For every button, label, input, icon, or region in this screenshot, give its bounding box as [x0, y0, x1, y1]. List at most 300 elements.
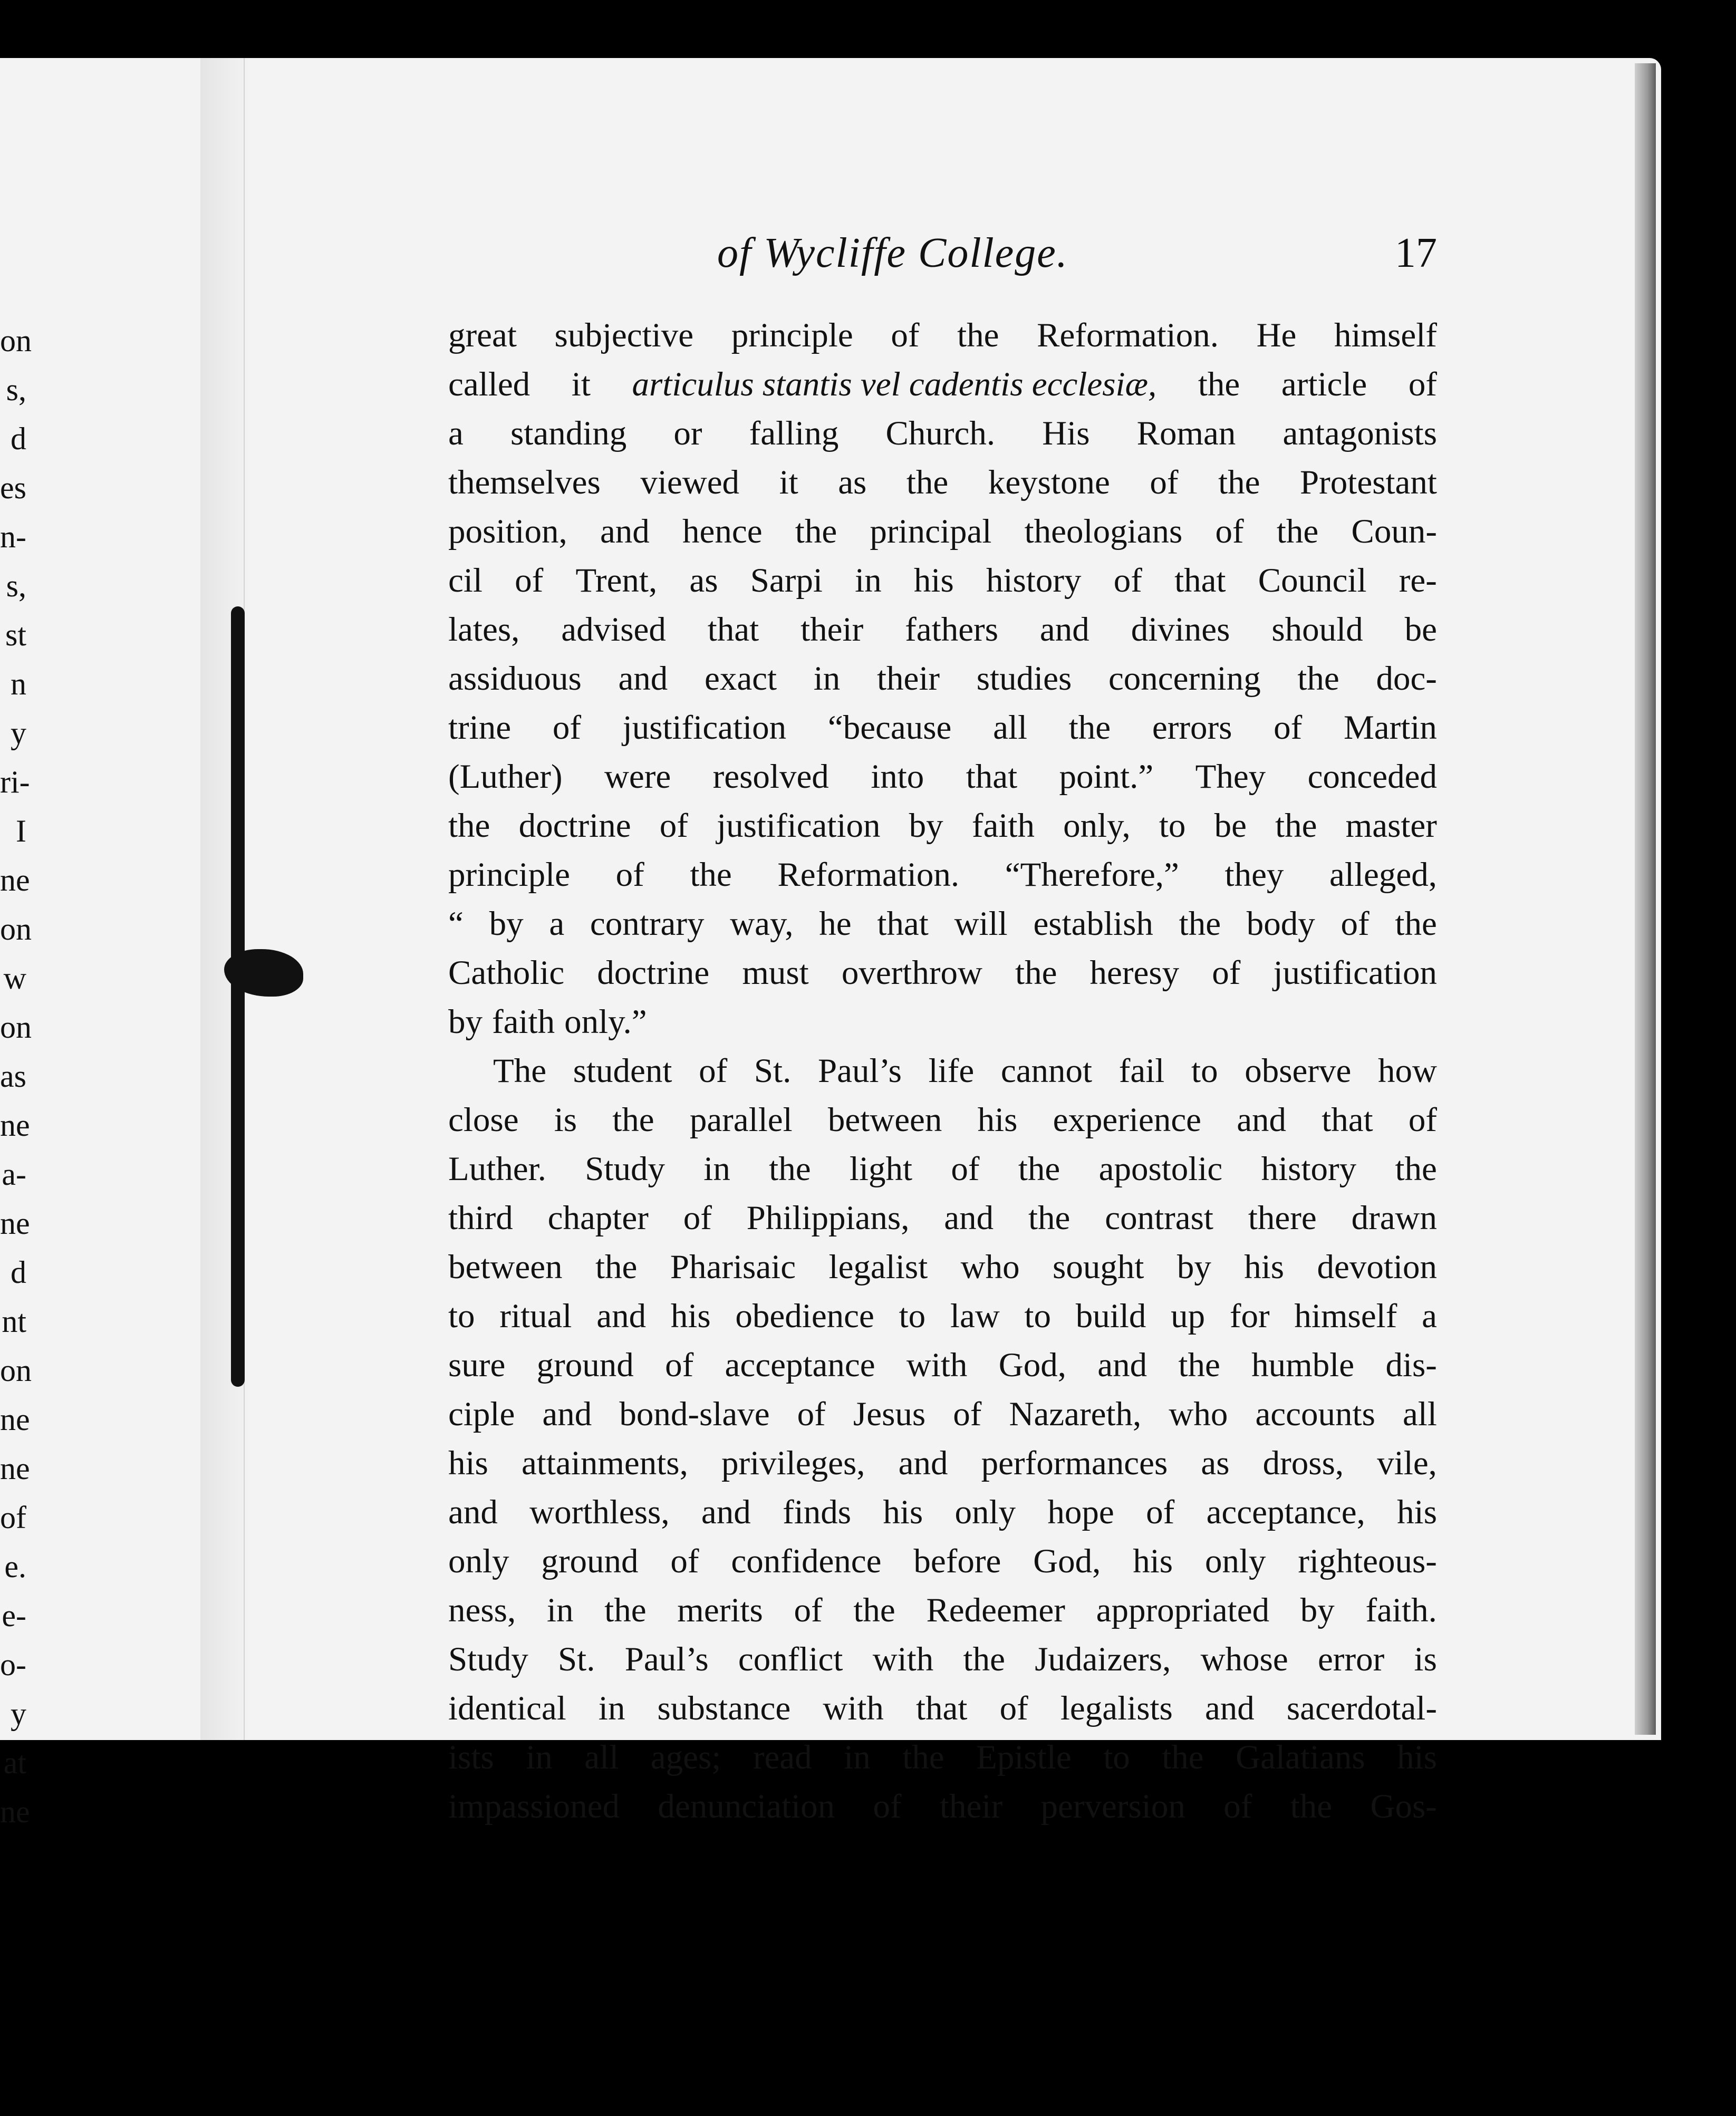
- word: the: [906, 463, 949, 501]
- word: the: [448, 807, 490, 845]
- word: contrary: [590, 905, 705, 943]
- word: law: [950, 1297, 1000, 1335]
- word: Council: [1258, 562, 1367, 600]
- word: principle: [731, 316, 853, 354]
- word: the: [963, 1640, 1005, 1678]
- word: history: [1261, 1150, 1357, 1188]
- word: trine: [448, 709, 512, 747]
- word: third: [448, 1199, 513, 1237]
- word: acceptance: [725, 1346, 875, 1384]
- word: justification: [1273, 954, 1437, 992]
- facing-page-fragment: st: [5, 617, 26, 652]
- word: the: [604, 1591, 647, 1629]
- facing-page-fragment: e-: [2, 1598, 26, 1633]
- word: justification: [717, 807, 881, 845]
- word: history: [986, 562, 1082, 600]
- word: as: [689, 562, 718, 600]
- word: the: [1275, 807, 1317, 845]
- word: by: [1300, 1591, 1335, 1629]
- word: substance: [657, 1689, 791, 1727]
- word: between: [827, 1101, 942, 1139]
- word: the: [795, 513, 837, 550]
- word: who: [1169, 1395, 1228, 1433]
- word: and: [542, 1395, 592, 1433]
- word: themselves: [448, 463, 601, 501]
- word: doctrine: [518, 807, 631, 845]
- word: ground: [541, 1542, 639, 1580]
- word: of: [1223, 1788, 1252, 1825]
- word: a: [448, 414, 464, 452]
- word: were: [604, 758, 671, 796]
- text-line: [448, 605, 1437, 654]
- facing-page-fragment: nt: [2, 1304, 26, 1339]
- word: subjective: [554, 316, 694, 354]
- word: of: [699, 1052, 728, 1090]
- text-line: [448, 1047, 1437, 1096]
- word: or: [673, 414, 702, 452]
- word: the: [1178, 1346, 1220, 1384]
- word: to: [448, 1297, 475, 1335]
- word: divines: [1131, 611, 1230, 649]
- text-line: [448, 1145, 1437, 1194]
- word: lates,: [448, 611, 520, 649]
- word: of: [665, 1346, 694, 1384]
- word: observe: [1245, 1052, 1352, 1090]
- word: impassioned: [448, 1788, 620, 1825]
- word: humble: [1251, 1346, 1355, 1384]
- word: his: [883, 1493, 923, 1531]
- word: with: [823, 1689, 884, 1727]
- word: Roman: [1136, 414, 1236, 452]
- text-line: [448, 360, 1437, 409]
- word: the: [769, 1150, 811, 1188]
- facing-page-fragment: y: [11, 716, 26, 750]
- word: by: [489, 905, 524, 943]
- word: be: [1404, 611, 1437, 649]
- text-line: [448, 1341, 1437, 1390]
- word: bond-slave: [619, 1395, 770, 1433]
- word: to: [1191, 1052, 1218, 1090]
- facing-page-fragment: on: [0, 912, 32, 946]
- text-line: [448, 409, 1437, 458]
- word: all: [993, 709, 1028, 747]
- word: with: [872, 1640, 934, 1678]
- word: faith: [492, 1003, 555, 1041]
- word: denunciation: [658, 1788, 835, 1825]
- word: “because: [827, 709, 952, 747]
- word: his: [1133, 1542, 1173, 1580]
- word: the: [1028, 1199, 1070, 1237]
- word: the: [1162, 1738, 1204, 1776]
- word: how: [1378, 1052, 1437, 1090]
- word: of: [1113, 562, 1142, 600]
- word: errors: [1152, 709, 1232, 747]
- word: ness,: [448, 1591, 516, 1629]
- facing-page-fragment: at: [3, 1745, 26, 1780]
- word: in: [526, 1738, 553, 1776]
- text-line: [448, 1733, 1437, 1782]
- word: the: [1395, 905, 1437, 943]
- word: Judaizers,: [1035, 1640, 1171, 1678]
- text-line: [448, 1194, 1437, 1243]
- word: legalist: [828, 1248, 928, 1286]
- word: doctrine: [597, 954, 710, 992]
- word: with: [906, 1346, 968, 1384]
- word: light: [849, 1150, 913, 1188]
- word: ritual: [499, 1297, 572, 1335]
- word: the: [690, 856, 732, 894]
- word: of: [1150, 463, 1179, 501]
- word: ciple: [448, 1395, 515, 1433]
- word: in: [546, 1591, 574, 1629]
- word: of: [891, 316, 920, 354]
- word: of: [670, 1542, 699, 1580]
- word: of: [1408, 1101, 1437, 1139]
- word: Pharisaic: [670, 1248, 796, 1286]
- word: Martin: [1343, 709, 1437, 747]
- word: apostolic: [1098, 1150, 1223, 1188]
- word: and: [1039, 611, 1089, 649]
- word: His: [1042, 414, 1090, 452]
- word: student: [573, 1052, 672, 1090]
- word: They: [1195, 758, 1266, 796]
- word: cannot: [1000, 1052, 1093, 1090]
- word: He: [1256, 316, 1297, 354]
- word: chapter: [547, 1199, 649, 1237]
- word: build: [1075, 1297, 1146, 1335]
- body-text: [448, 311, 1437, 1831]
- word: of: [1408, 365, 1437, 403]
- text-line: [448, 851, 1437, 900]
- word: of: [999, 1689, 1028, 1727]
- word: heresy: [1089, 954, 1180, 992]
- word: Paul’s: [818, 1052, 902, 1090]
- word: in: [703, 1150, 730, 1188]
- word: his: [670, 1297, 711, 1335]
- word: Study: [585, 1150, 665, 1188]
- word: the: [1015, 954, 1057, 992]
- word: sought: [1053, 1248, 1144, 1286]
- word: principle: [448, 856, 571, 894]
- word: a: [1422, 1297, 1437, 1335]
- facing-page-fragment: ne: [0, 863, 30, 897]
- word: be: [1214, 807, 1247, 845]
- word: conflict: [738, 1640, 843, 1678]
- word: fail: [1118, 1052, 1165, 1090]
- word: re-: [1399, 562, 1437, 600]
- word: the: [1276, 513, 1319, 550]
- word: dross,: [1262, 1444, 1344, 1482]
- word: hence: [682, 513, 763, 550]
- word: the: [902, 1738, 944, 1776]
- text-line: [448, 311, 1437, 360]
- word: position,: [448, 513, 567, 550]
- text-line: [448, 654, 1437, 703]
- word: that: [1174, 562, 1226, 600]
- word: only,: [1063, 807, 1131, 845]
- word: establish: [1033, 905, 1153, 943]
- word: exact: [704, 660, 777, 698]
- word: merits: [677, 1591, 763, 1629]
- word: that: [966, 758, 1018, 796]
- word: up: [1171, 1297, 1205, 1335]
- word: read: [753, 1738, 812, 1776]
- facing-page-fragment: d: [11, 1255, 26, 1290]
- word: ground: [536, 1346, 634, 1384]
- binding-stitch: [231, 606, 245, 1387]
- facing-page-fragment: s,: [6, 568, 26, 603]
- word: to: [1024, 1297, 1052, 1335]
- word: studies: [976, 660, 1072, 698]
- facing-page-fragment: on: [0, 1353, 32, 1388]
- word: their: [939, 1788, 1003, 1825]
- word: of: [953, 1395, 982, 1433]
- word: Coun-: [1351, 513, 1437, 550]
- word: and: [1237, 1101, 1287, 1139]
- word: overthrow: [841, 954, 982, 992]
- facing-page-fragment: es: [0, 470, 26, 505]
- word: he: [819, 905, 852, 943]
- word: sacerdotal-: [1286, 1689, 1437, 1727]
- word: acceptance,: [1206, 1493, 1365, 1531]
- word: of: [515, 562, 544, 600]
- word: Redeemer: [926, 1591, 1065, 1629]
- word: the: [1395, 1150, 1437, 1188]
- word: hope: [1047, 1493, 1114, 1531]
- text-line: [448, 1537, 1437, 1586]
- word: the: [1218, 463, 1260, 501]
- text-line: [448, 1390, 1437, 1439]
- word: Philippians,: [746, 1199, 910, 1237]
- word: between: [448, 1248, 563, 1286]
- word: and: [701, 1493, 751, 1531]
- word: righteous-: [1298, 1542, 1437, 1580]
- text-line: [448, 1292, 1437, 1341]
- word: will: [954, 905, 1008, 943]
- word: justification: [622, 709, 787, 747]
- facing-page-fragment: ri-: [0, 765, 30, 799]
- word: is: [554, 1101, 577, 1139]
- word: of: [794, 1591, 823, 1629]
- word: of: [1340, 905, 1369, 943]
- word: only.”: [564, 1003, 647, 1041]
- word: principal: [870, 513, 992, 550]
- facing-page-fragment: as: [0, 1059, 26, 1094]
- word: Protestant: [1300, 463, 1437, 501]
- word: it: [779, 463, 798, 501]
- word: devotion: [1317, 1248, 1437, 1286]
- word: resolved: [712, 758, 829, 796]
- word: Paul’s: [624, 1640, 709, 1678]
- word: of: [552, 709, 581, 747]
- word: keystone: [988, 463, 1110, 501]
- word: great: [448, 316, 517, 354]
- word: life: [928, 1052, 975, 1090]
- word: accounts: [1255, 1395, 1375, 1433]
- word: fathers: [905, 611, 999, 649]
- word: his: [977, 1101, 1018, 1139]
- word: standing: [510, 414, 627, 452]
- word: in: [855, 562, 882, 600]
- word: of: [1212, 954, 1241, 992]
- word: and: [448, 1493, 498, 1531]
- word: his: [1244, 1248, 1285, 1286]
- word: and: [600, 513, 650, 550]
- word: the: [1290, 1788, 1333, 1825]
- page-number: 17: [1395, 230, 1437, 276]
- word: drawn: [1351, 1199, 1437, 1237]
- word: should: [1271, 611, 1363, 649]
- word: it: [571, 365, 591, 403]
- word: the: [1018, 1150, 1060, 1188]
- word: Trent,: [575, 562, 658, 600]
- word: Church.: [885, 414, 996, 452]
- word: of: [1215, 513, 1244, 550]
- word: the: [853, 1591, 895, 1629]
- word: as: [838, 463, 867, 501]
- word: Epistle: [976, 1738, 1072, 1776]
- word: Galatians: [1236, 1738, 1365, 1776]
- word: St.: [754, 1052, 792, 1090]
- word: and: [1204, 1689, 1255, 1727]
- word: and: [944, 1199, 994, 1237]
- word: the: [1198, 365, 1240, 403]
- text-line: [448, 1586, 1437, 1635]
- word: “Therefore,”: [1005, 856, 1179, 894]
- word: God,: [1033, 1542, 1101, 1580]
- word: body: [1246, 905, 1315, 943]
- facing-page-fragment: a-: [2, 1157, 26, 1192]
- word: ages;: [650, 1738, 721, 1776]
- running-title: of Wycliffe College.: [717, 230, 1068, 276]
- word: experience: [1053, 1101, 1202, 1139]
- word: all: [584, 1738, 619, 1776]
- word: into: [871, 758, 924, 796]
- word: assiduous: [448, 660, 582, 698]
- word: only: [448, 1542, 509, 1580]
- facing-page-fragment: of: [0, 1500, 26, 1535]
- word: a: [549, 905, 565, 943]
- text-line: [448, 949, 1437, 998]
- word: of: [1146, 1493, 1175, 1531]
- word: his: [1397, 1738, 1437, 1776]
- word: attainments,: [521, 1444, 688, 1482]
- word: of: [873, 1788, 902, 1825]
- word: himself: [1294, 1297, 1397, 1335]
- word: only: [954, 1493, 1016, 1531]
- word: and: [618, 660, 668, 698]
- word: only: [1204, 1542, 1266, 1580]
- word: for: [1229, 1297, 1270, 1335]
- facing-page-fragment: ne: [0, 1451, 30, 1486]
- facing-page-fragment: s,: [6, 372, 26, 407]
- word: faith.: [1365, 1591, 1437, 1629]
- word: their: [876, 660, 940, 698]
- word: Nazareth,: [1009, 1395, 1142, 1433]
- word: by: [909, 807, 943, 845]
- word: doc-: [1376, 660, 1437, 698]
- word: to: [1159, 807, 1186, 845]
- facing-page-fragment: ne: [0, 1402, 30, 1437]
- word: concerning: [1108, 660, 1261, 698]
- word: by: [448, 1003, 483, 1041]
- word: Catholic: [448, 954, 565, 992]
- facing-page-fragment: on: [0, 1010, 32, 1045]
- word: the: [612, 1101, 654, 1139]
- facing-page-fragment: n: [11, 666, 26, 701]
- word: conceded: [1307, 758, 1437, 796]
- word: article: [1281, 365, 1367, 403]
- word: viewed: [640, 463, 740, 501]
- word: must: [742, 954, 809, 992]
- facing-page-fragment: n-: [0, 519, 26, 554]
- text-line: [448, 900, 1437, 949]
- word: parallel: [689, 1101, 793, 1139]
- word: his: [1397, 1493, 1437, 1531]
- word: that: [877, 905, 929, 943]
- facing-page-fragment: ne: [0, 1206, 30, 1241]
- word: contrast: [1105, 1199, 1213, 1237]
- word: falling: [749, 414, 839, 452]
- word: error: [1317, 1640, 1385, 1678]
- word: perversion: [1040, 1788, 1185, 1825]
- word: ists: [448, 1738, 494, 1776]
- word: legalists: [1060, 1689, 1173, 1727]
- word: and: [1097, 1346, 1147, 1384]
- page-edge: [1635, 63, 1656, 1735]
- word: they: [1224, 856, 1284, 894]
- text-line: [448, 752, 1437, 801]
- word: himself: [1334, 316, 1437, 354]
- word: in: [813, 660, 841, 698]
- word: of: [951, 1150, 980, 1188]
- word: whose: [1200, 1640, 1288, 1678]
- word: in: [844, 1738, 871, 1776]
- word: the: [1179, 905, 1221, 943]
- word: articulus stantis vel cadentis ecclesiæ,: [632, 365, 1157, 403]
- facing-page-fragment: on: [0, 323, 32, 358]
- word: to: [1103, 1738, 1130, 1776]
- word: that: [707, 611, 759, 649]
- facing-page-fragment: d: [11, 421, 26, 456]
- word: Gos-: [1370, 1788, 1437, 1825]
- word: of: [659, 807, 688, 845]
- word: his: [913, 562, 954, 600]
- text-line: [448, 1439, 1437, 1488]
- word: Reformation.: [1037, 316, 1219, 354]
- text-line: [448, 703, 1437, 752]
- text-line: [448, 1635, 1437, 1684]
- text-line: [448, 1782, 1437, 1831]
- word: his: [448, 1444, 488, 1482]
- word: who: [960, 1248, 1020, 1286]
- word: (Luther): [448, 758, 563, 796]
- word: performances: [981, 1444, 1168, 1482]
- word: vile,: [1377, 1444, 1437, 1482]
- word: cil: [448, 562, 483, 600]
- word: to: [899, 1297, 926, 1335]
- facing-page-fragment: I: [16, 814, 26, 848]
- word: St.: [557, 1640, 595, 1678]
- word: the: [595, 1248, 638, 1286]
- word: the: [957, 316, 999, 354]
- word: and: [596, 1297, 647, 1335]
- running-header: [717, 224, 1437, 282]
- word: Study: [448, 1640, 528, 1678]
- word: God,: [998, 1346, 1066, 1384]
- text-line: [448, 1488, 1437, 1537]
- word: of: [1274, 709, 1303, 747]
